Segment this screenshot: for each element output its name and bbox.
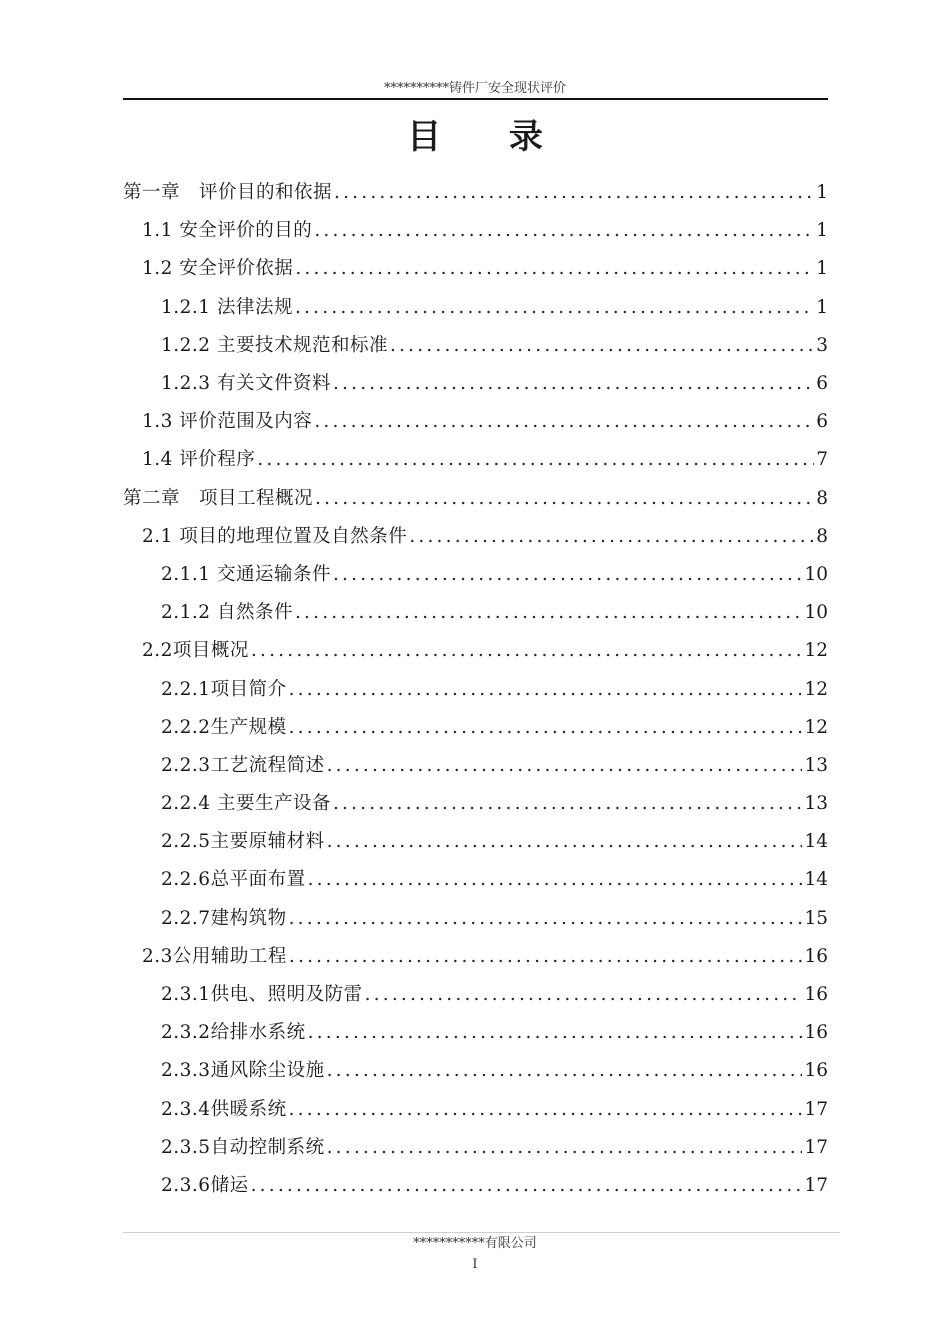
toc-entry-page: 16 (804, 1060, 828, 1082)
toc-entry[interactable] (123, 1129, 828, 1167)
toc-entry[interactable] (123, 861, 828, 899)
toc-entry[interactable] (123, 1091, 828, 1129)
toc-leader-dots (365, 976, 803, 1014)
toc-entry[interactable] (123, 518, 828, 556)
toc-leader-dots (315, 480, 814, 518)
toc-entry[interactable] (123, 1052, 828, 1090)
toc-leader-dots (289, 938, 803, 976)
toc-entry-page: 1 (816, 258, 828, 280)
toc-entry-label: 1.2 安全评价依据 (142, 258, 294, 280)
toc-entry-label: 2.2.1项目简介 (161, 678, 287, 700)
toc-leader-dots (289, 1091, 803, 1129)
toc-entry-page: 17 (804, 1136, 828, 1158)
toc-entry-label: 1.2.1 法律法规 (161, 296, 293, 318)
toc-entry-page: 17 (804, 1098, 828, 1120)
toc-entry-page: 12 (804, 716, 828, 738)
toc-leader-dots (295, 250, 814, 288)
toc-entry-page: 3 (816, 334, 828, 356)
toc-entry-page: 12 (804, 678, 828, 700)
toc-leader-dots (308, 861, 803, 899)
toc-leader-dots (327, 1052, 803, 1090)
toc-entry-page: 15 (804, 907, 828, 929)
toc-leader-dots (289, 671, 803, 709)
toc-entry-page: 1 (816, 220, 828, 242)
toc-leader-dots (327, 747, 803, 785)
toc-entry[interactable] (123, 250, 828, 288)
toc-entry-label: 1.3 评价范围及内容 (142, 411, 313, 433)
toc-entry-label: 2.3.3通风除尘设施 (161, 1060, 325, 1082)
toc-entry-label: 2.2.3工艺流程简述 (161, 754, 325, 776)
toc-entry-page: 14 (804, 869, 828, 891)
toc-entry-label: 2.2.5主要原辅材料 (161, 831, 325, 853)
running-header: **********铸件厂安全现状评价 (383, 81, 566, 96)
toc-leader-dots (409, 518, 814, 556)
toc-leader-dots (334, 174, 814, 212)
toc-entry-label: 2.2.7建构筑物 (161, 907, 287, 929)
toc-entry[interactable] (123, 289, 828, 327)
toc-leader-dots (308, 1014, 803, 1052)
toc-leader-dots (333, 785, 802, 823)
toc-leader-dots (333, 556, 802, 594)
toc-leader-dots (314, 212, 814, 250)
toc-leader-dots (327, 1129, 803, 1167)
table-of-contents (123, 174, 828, 1205)
toc-entry-label: 2.1.2 自然条件 (161, 602, 293, 624)
toc-leader-dots (295, 289, 814, 327)
toc-entry-label: 2.1 项目的地理位置及自然条件 (142, 525, 408, 547)
toc-entry[interactable] (123, 327, 828, 365)
toc-entry-page: 10 (804, 602, 828, 624)
toc-entry-label: 2.2.2生产规模 (161, 716, 287, 738)
toc-entry-label: 1.4 评价程序 (142, 449, 256, 471)
toc-leader-dots (251, 1167, 803, 1205)
toc-leader-dots (257, 441, 814, 479)
toc-entry[interactable] (123, 441, 828, 479)
toc-leader-dots (327, 823, 803, 861)
toc-entry-page: 16 (804, 945, 828, 967)
toc-entry-label: 2.2.4 主要生产设备 (161, 793, 331, 815)
toc-entry[interactable] (123, 709, 828, 747)
toc-entry[interactable] (123, 365, 828, 403)
toc-entry-label: 2.2.6总平面布置 (161, 869, 306, 891)
toc-leader-dots (289, 709, 803, 747)
toc-leader-dots (314, 403, 814, 441)
running-footer: ***********有限公司 (413, 1236, 537, 1251)
toc-entry-label: 2.3.6储运 (161, 1174, 249, 1196)
toc-entry-page: 10 (804, 563, 828, 585)
toc-entry[interactable] (123, 403, 828, 441)
page-number: I (472, 1257, 478, 1272)
toc-leader-dots (390, 327, 814, 365)
toc-entry-page: 13 (804, 754, 828, 776)
toc-entry-label: 2.3.2给排水系统 (161, 1022, 306, 1044)
toc-entry[interactable] (123, 900, 828, 938)
footer-divider (123, 1232, 840, 1233)
toc-entry[interactable] (123, 938, 828, 976)
toc-entry-label: 2.2项目概况 (142, 640, 249, 662)
toc-entry-page: 16 (804, 984, 828, 1006)
toc-entry-page: 8 (816, 487, 828, 509)
toc-entry-page: 8 (816, 525, 828, 547)
toc-entry[interactable] (123, 670, 828, 708)
toc-entry-label: 1.2.2 主要技术规范和标准 (161, 334, 388, 356)
toc-entry-page: 14 (804, 831, 828, 853)
toc-entry-label: 2.3.4供暖系统 (161, 1098, 287, 1120)
page-title: 目 录 (407, 117, 571, 157)
toc-entry[interactable] (123, 976, 828, 1014)
header-divider (123, 98, 828, 100)
toc-entry[interactable] (123, 556, 828, 594)
toc-entry[interactable] (123, 1167, 828, 1205)
toc-entry[interactable] (123, 632, 828, 670)
toc-entry[interactable] (123, 1014, 828, 1052)
toc-entry-page: 6 (816, 373, 828, 395)
toc-entry-label: 1.2.3 有关文件资料 (161, 373, 331, 395)
toc-entry-label: 2.3.1供电、照明及防雷 (161, 984, 363, 1006)
toc-entry[interactable] (123, 785, 828, 823)
toc-entry[interactable] (123, 174, 828, 212)
toc-entry-page: 6 (816, 411, 828, 433)
toc-entry-page: 7 (816, 449, 828, 471)
toc-entry[interactable] (123, 594, 828, 632)
toc-entry-label: 2.1.1 交通运输条件 (161, 563, 331, 585)
toc-entry-label: 2.3公用辅助工程 (142, 945, 287, 967)
toc-entry-label: 第一章 评价目的和依据 (123, 182, 333, 204)
toc-leader-dots (295, 594, 803, 632)
toc-leader-dots (251, 632, 803, 670)
toc-entry-page: 1 (816, 182, 828, 204)
toc-entry[interactable] (123, 480, 828, 518)
toc-entry-label: 2.3.5自动控制系统 (161, 1136, 325, 1158)
toc-entry-page: 12 (804, 640, 828, 662)
toc-entry[interactable] (123, 747, 828, 785)
toc-entry-page: 1 (816, 296, 828, 318)
toc-entry-page: 13 (804, 793, 828, 815)
toc-leader-dots (289, 900, 803, 938)
toc-entry-label: 1.1 安全评价的目的 (142, 220, 313, 242)
toc-leader-dots (333, 365, 814, 403)
toc-entry-page: 17 (804, 1174, 828, 1196)
toc-entry-page: 16 (804, 1022, 828, 1044)
toc-entry-label: 第二章 项目工程概况 (123, 487, 314, 509)
toc-entry[interactable] (123, 823, 828, 861)
toc-entry[interactable] (123, 212, 828, 250)
